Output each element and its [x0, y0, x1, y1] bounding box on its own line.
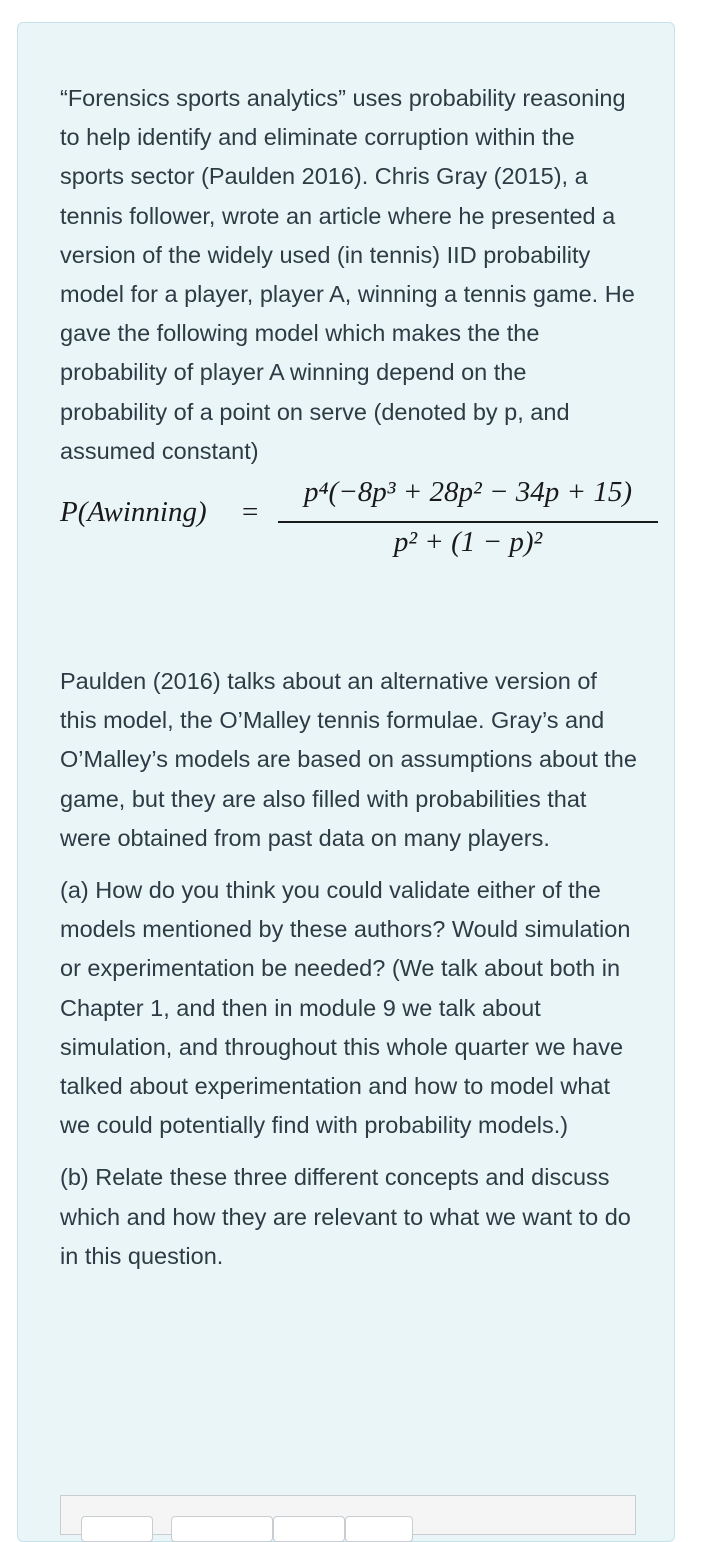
probability-formula — [60, 471, 640, 617]
formula-numerator: p⁴(−8p³ + 28p² − 34p + 15) — [303, 476, 633, 509]
formula-denominator: p² + (1 − p)² — [393, 526, 543, 559]
question-part-b: (b) Relate these three different concepts and discuss which and how they are relevant to what we want to do in this question. — [60, 1164, 631, 1269]
question-paragraph-2: Paulden (2016) talks about an alternative version of this model, the O’Malley tennis formulae. Gray’s and O’Malley’s models are based on assumptions about the game, but they are also filled with probabilities that were obtained from past data on many players. — [60, 668, 637, 851]
editor-toolbar-button[interactable] — [273, 1516, 345, 1542]
question-intro-text: “Forensics sports analytics” uses probability reasoning to help identify and eliminate corruption within the sports sector (Paulden 2016). Chris Gray (2015), a tennis follower, wrote an article where he presented a version of the widely used (in tennis) IID probability model for a player, player A, winning a tennis game. He gave the following model which makes the the probability of player A winning depend on the probability of a point on serve (denoted by p, and assumed constant) — [60, 85, 635, 464]
formula-lhs: P(Awinning) — [60, 496, 207, 529]
question-body — [60, 79, 640, 1276]
editor-toolbar-button[interactable] — [345, 1516, 413, 1542]
question-card — [17, 22, 675, 1542]
editor-toolbar-button[interactable] — [171, 1516, 273, 1542]
formula-equals: = — [242, 496, 259, 529]
answer-editor[interactable] — [60, 1495, 636, 1535]
editor-toolbar-button[interactable] — [81, 1516, 153, 1542]
question-part-a: (a) How do you think you could validate either of the models mentioned by these authors? Would simulation or experimentation be needed? (We talk about both in Chapter 1, and then in module 9 we talk about simulation, and throughout this whole quarter we have talked about experimentation and how to model what we could potentially find with probability models.) — [60, 877, 631, 1139]
